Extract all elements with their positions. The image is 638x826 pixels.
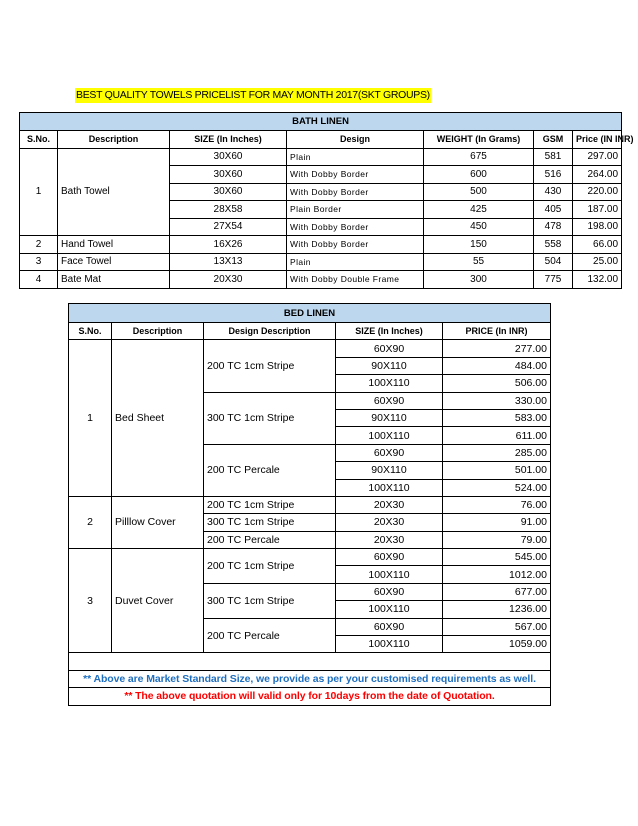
weight-cell: 55	[424, 253, 534, 271]
price-cell: 1236.00	[443, 601, 551, 618]
design-cell: Plain Border	[287, 201, 424, 219]
column-header: Design Description	[204, 323, 336, 340]
size-cell: 28X58	[170, 201, 287, 219]
size-cell: 20X30	[336, 496, 443, 513]
bed-column-headers	[69, 323, 551, 340]
table-row	[69, 340, 551, 357]
gsm-cell: 405	[534, 201, 573, 219]
size-cell: 30X60	[170, 148, 287, 166]
pricelist-title: BEST QUALITY TOWELS PRICELIST FOR MAY MONTH 2017(SKT GROUPS)	[76, 89, 430, 101]
gsm-cell: 558	[534, 236, 573, 254]
design-cell: 200 TC 1cm Stripe	[204, 549, 336, 584]
item-description: Pilllow Cover	[112, 496, 204, 548]
weight-cell: 150	[424, 236, 534, 254]
column-header: Design	[287, 131, 424, 149]
size-cell: 16X26	[170, 236, 287, 254]
size-cell: 13X13	[170, 253, 287, 271]
price-cell: 611.00	[443, 427, 551, 444]
bath-column-headers	[20, 131, 622, 149]
column-header: SIZE (In Inches)	[336, 323, 443, 340]
design-cell: 200 TC Percale	[204, 531, 336, 548]
bath-linen-heading: BATH LINEN	[20, 113, 622, 131]
serial-number: 2	[69, 496, 112, 548]
size-cell: 60X90	[336, 444, 443, 461]
price-cell: 187.00	[573, 201, 622, 219]
price-cell: 198.00	[573, 218, 622, 236]
size-cell: 90X110	[336, 357, 443, 374]
design-cell: 200 TC 1cm Stripe	[204, 340, 336, 392]
serial-number: 3	[69, 549, 112, 653]
column-header: Price (IN INR)	[573, 131, 622, 149]
gsm-cell: 516	[534, 166, 573, 184]
weight-cell: 425	[424, 201, 534, 219]
price-cell: 1012.00	[443, 566, 551, 583]
design-cell: With Dobby Border	[287, 183, 424, 201]
note-row	[69, 670, 551, 687]
design-cell: 300 TC 1cm Stripe	[204, 392, 336, 444]
table-row	[69, 549, 551, 566]
size-cell: 100X110	[336, 479, 443, 496]
gsm-cell: 775	[534, 271, 573, 289]
size-cell: 60X90	[336, 618, 443, 635]
weight-cell: 300	[424, 271, 534, 289]
column-header: GSM	[534, 131, 573, 149]
item-description: Bate Mat	[58, 271, 170, 289]
table-row	[69, 496, 551, 513]
size-cell: 100X110	[336, 636, 443, 653]
size-cell: 20X30	[336, 514, 443, 531]
size-cell: 20X30	[336, 531, 443, 548]
price-cell: 220.00	[573, 183, 622, 201]
price-cell: 330.00	[443, 392, 551, 409]
column-header: S.No.	[20, 131, 58, 149]
table-row	[20, 236, 622, 254]
size-cell: 60X90	[336, 583, 443, 600]
serial-number: 3	[20, 253, 58, 271]
column-header: SIZE (In Inches)	[170, 131, 287, 149]
size-cell: 90X110	[336, 409, 443, 426]
size-cell: 60X90	[336, 549, 443, 566]
price-cell: 677.00	[443, 583, 551, 600]
price-cell: 277.00	[443, 340, 551, 357]
size-cell: 30X60	[170, 183, 287, 201]
gsm-cell: 430	[534, 183, 573, 201]
design-cell: With Dobby Border	[287, 236, 424, 254]
bath-linen-table	[19, 112, 634, 289]
price-cell: 1059.00	[443, 636, 551, 653]
item-description: Duvet Cover	[112, 549, 204, 653]
size-cell: 100X110	[336, 601, 443, 618]
weight-cell: 500	[424, 183, 534, 201]
column-header: Description	[112, 323, 204, 340]
size-cell: 20X30	[170, 271, 287, 289]
gsm-cell: 478	[534, 218, 573, 236]
bed-linen-heading: BED LINEN	[69, 304, 551, 323]
column-header: PRICE (In INR)	[443, 323, 551, 340]
design-cell: 200 TC Percale	[204, 618, 336, 653]
quotation-validity-note: ** The above quotation will valid only for 10days from the date of Quotation.	[69, 688, 551, 705]
column-header: S.No.	[69, 323, 112, 340]
table-row	[20, 253, 622, 271]
gsm-cell: 581	[534, 148, 573, 166]
price-cell: 76.00	[443, 496, 551, 513]
weight-cell: 675	[424, 148, 534, 166]
size-cell: 27X54	[170, 218, 287, 236]
price-cell: 506.00	[443, 375, 551, 392]
price-cell: 25.00	[573, 253, 622, 271]
size-cell: 100X110	[336, 375, 443, 392]
price-cell: 545.00	[443, 549, 551, 566]
column-header: Description	[58, 131, 170, 149]
price-cell: 132.00	[573, 271, 622, 289]
size-cell: 100X110	[336, 566, 443, 583]
price-cell: 501.00	[443, 462, 551, 479]
column-header: WEIGHT (In Grams)	[424, 131, 534, 149]
design-cell: 200 TC Percale	[204, 444, 336, 496]
size-cell: 60X90	[336, 392, 443, 409]
price-cell: 264.00	[573, 166, 622, 184]
design-cell: Plain	[287, 253, 424, 271]
serial-number: 1	[69, 340, 112, 497]
empty-cell	[69, 653, 551, 670]
price-cell: 91.00	[443, 514, 551, 531]
item-description: Bath Towel	[58, 148, 170, 236]
price-cell: 297.00	[573, 148, 622, 166]
design-cell: 300 TC 1cm Stripe	[204, 583, 336, 618]
serial-number: 1	[20, 148, 58, 236]
gsm-cell: 504	[534, 253, 573, 271]
price-cell: 583.00	[443, 409, 551, 426]
design-cell: Plain	[287, 148, 424, 166]
serial-number: 4	[20, 271, 58, 289]
design-cell: With Dobby Double Frame	[287, 271, 424, 289]
item-description: Hand Towel	[58, 236, 170, 254]
market-size-note: ** Above are Market Standard Size, we provide as per your customised requirements as well.	[69, 670, 551, 687]
size-cell: 60X90	[336, 340, 443, 357]
design-cell: With Dobby Border	[287, 218, 424, 236]
size-cell: 90X110	[336, 462, 443, 479]
price-cell: 79.00	[443, 531, 551, 548]
size-cell: 30X60	[170, 166, 287, 184]
design-cell: 300 TC 1cm Stripe	[204, 514, 336, 531]
design-cell: With Dobby Border	[287, 166, 424, 184]
price-cell: 484.00	[443, 357, 551, 374]
design-cell: 200 TC 1cm Stripe	[204, 496, 336, 513]
price-cell: 66.00	[573, 236, 622, 254]
item-description: Face Towel	[58, 253, 170, 271]
price-cell: 524.00	[443, 479, 551, 496]
price-cell: 285.00	[443, 444, 551, 461]
note-row	[69, 688, 551, 705]
table-row	[20, 148, 622, 166]
serial-number: 2	[20, 236, 58, 254]
spacer-row	[69, 653, 551, 670]
weight-cell: 600	[424, 166, 534, 184]
item-description: Bed Sheet	[112, 340, 204, 497]
bed-linen-table	[68, 303, 551, 706]
weight-cell: 450	[424, 218, 534, 236]
size-cell: 100X110	[336, 427, 443, 444]
price-cell: 567.00	[443, 618, 551, 635]
table-row	[20, 271, 622, 289]
